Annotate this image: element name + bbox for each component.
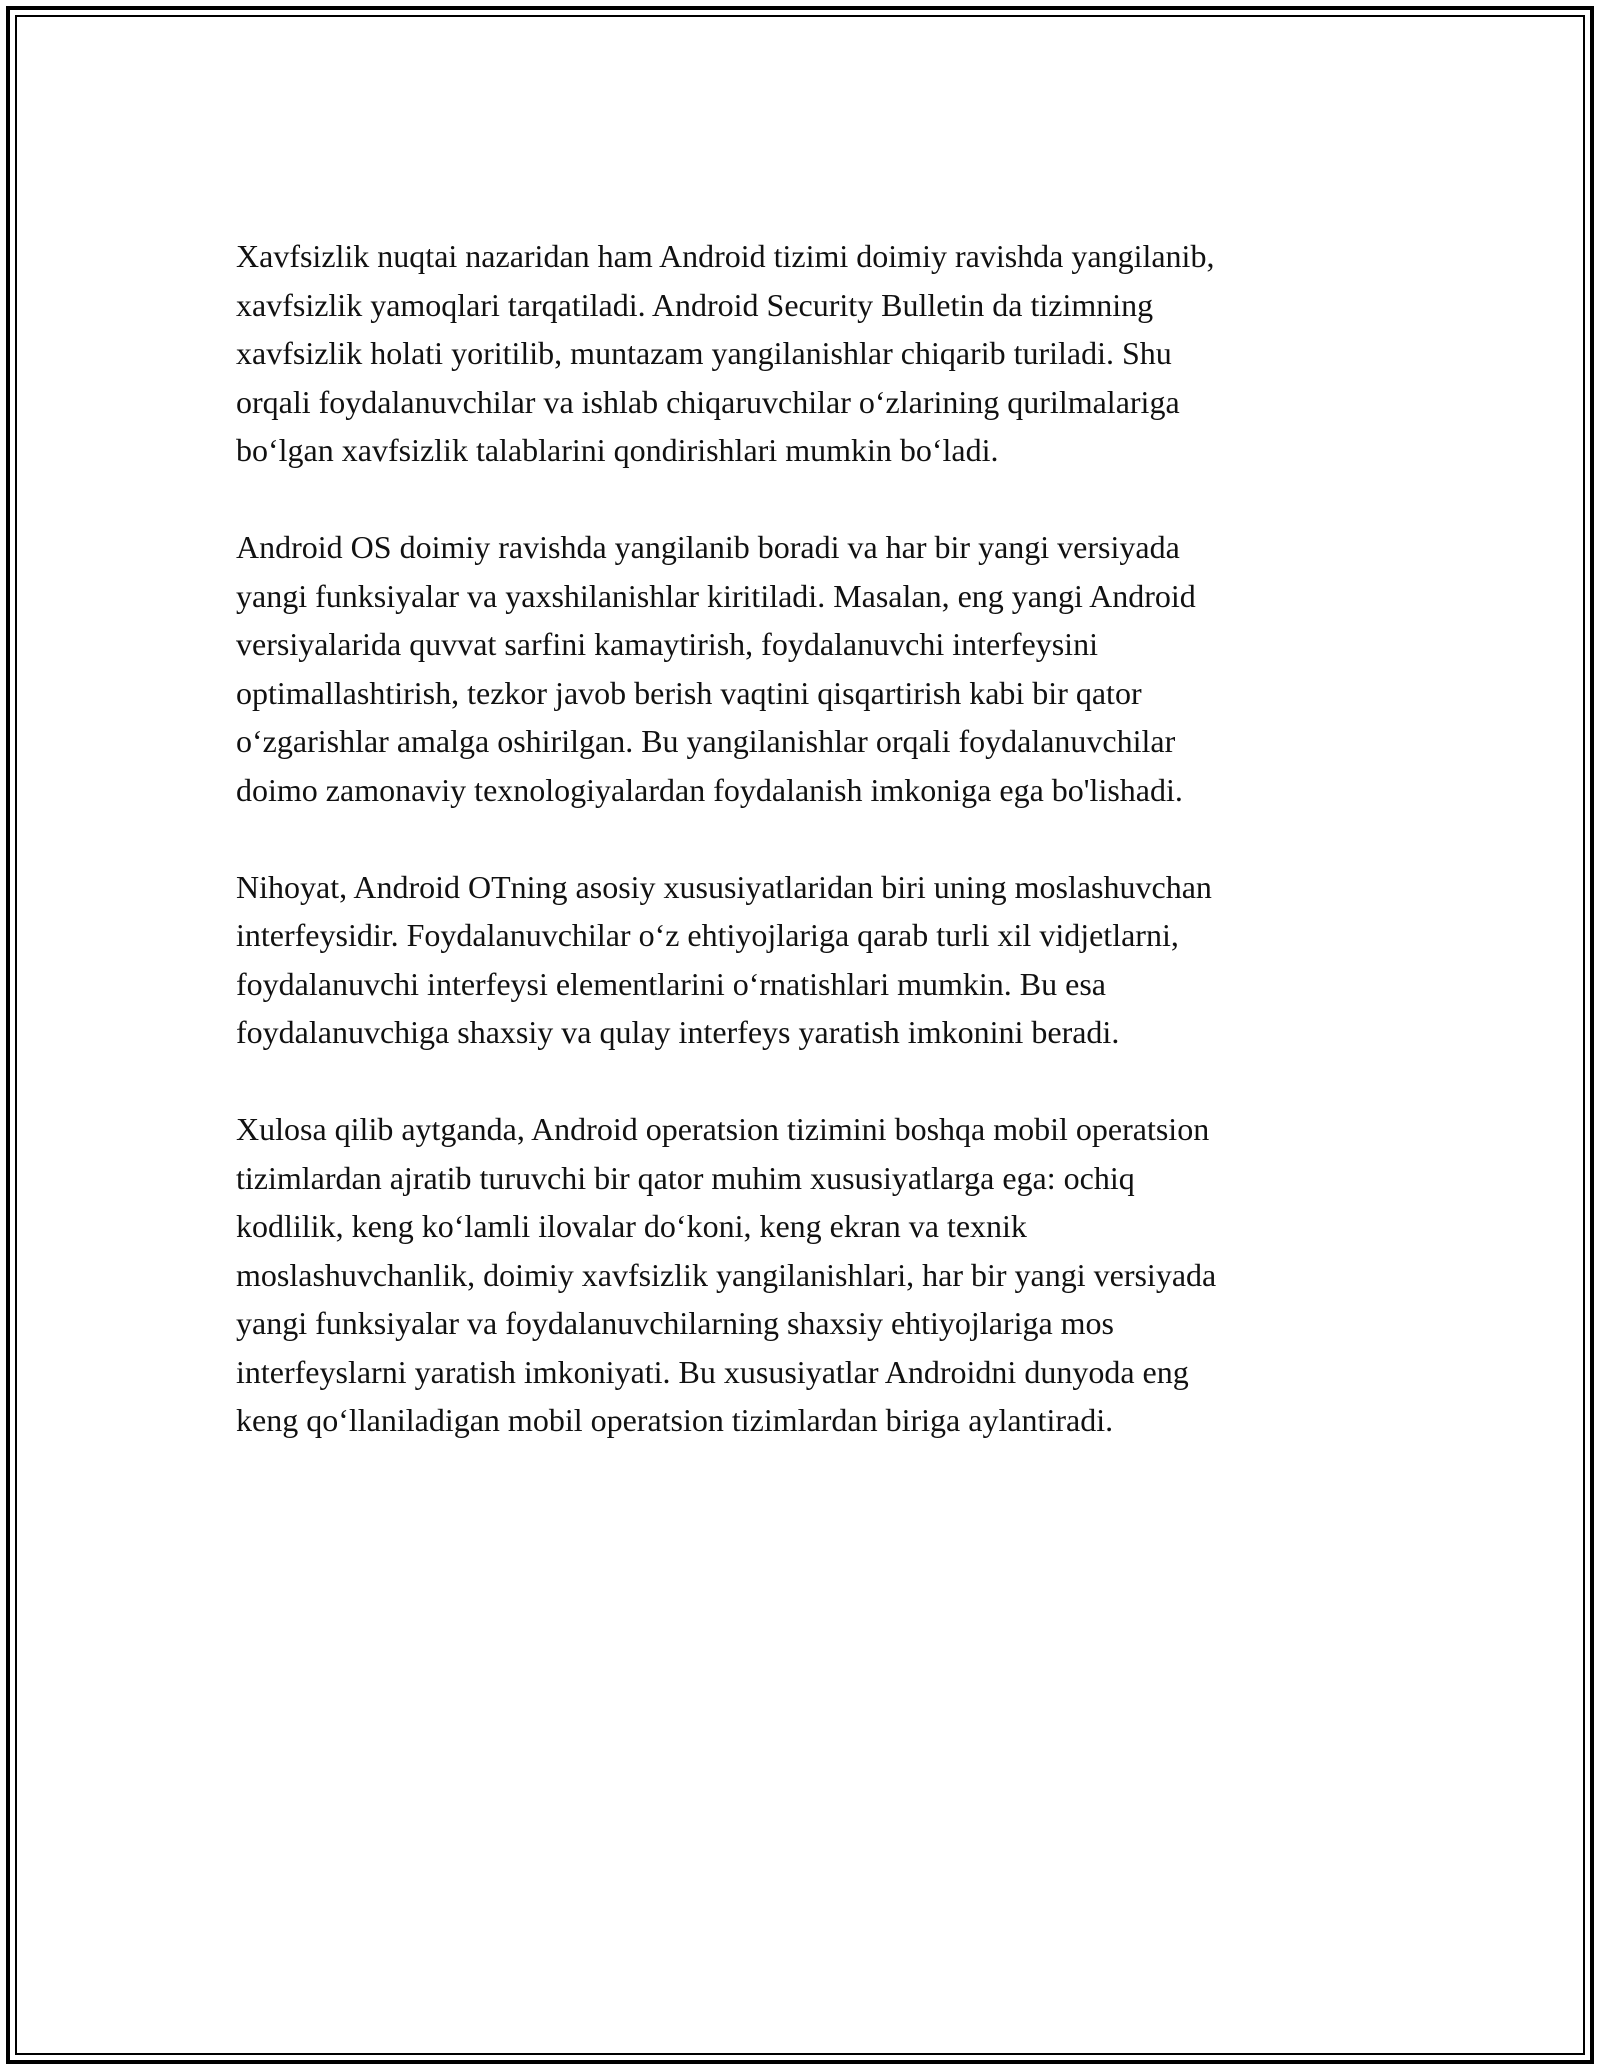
text-line: Xulosa qilib aytganda, Android operatsion tizimini boshqa mobil operatsion (236, 1111, 1210, 1147)
document-body (236, 232, 1366, 1493)
text-line: interfeysidir. Foydalanuvchilar o‘z ehtiyojlariga qarab turli xil vidjetlarni, (236, 917, 1179, 953)
text-line: Nihoyat, Android OTning asosiy xususiyatlaridan biri uning moslashuvchan (236, 868, 1212, 905)
text-line: Android OS doimiy ravishda yangilanib boradi va har bir yangi versiyada (236, 529, 1180, 565)
text-line: tizimlardan ajratib turuvchi bir qator muhim xususiyatlarga ega: ochiq (236, 1159, 1135, 1196)
text-line: bo‘lgan xavfsizlik talablarini qondirishlari mumkin bo‘ladi. (236, 432, 999, 468)
text-line: optimallashtirish, tezkor javob berish vaqtini qisqartirish kabi bir qator (236, 674, 1142, 711)
text-line: interfeyslarni yaratish imkoniyati. Bu xususiyatlar Androidni dunyoda eng (236, 1353, 1189, 1390)
text-line: moslashuvchanlik, doimiy xavfsizlik yangilanishlari, har bir yangi versiyada (236, 1256, 1217, 1293)
paragraph-interface (236, 863, 1366, 1057)
paragraph-updates (236, 523, 1366, 814)
text-line: o‘zgarishlar amalga oshirilgan. Bu yangilanishlar orqali foydalanuvchilar (236, 723, 1176, 759)
text-line: foydalanuvchi interfeysi elementlarini o‘rnatishlari mumkin. Bu esa (236, 965, 1106, 1002)
text-line: kodlilik, keng ko‘lamli ilovalar do‘koni, keng ekran va texnik (236, 1208, 1027, 1244)
text-line: yangi funksiyalar va foydalanuvchilarning shaxsiy ehtiyojlariga mos (236, 1305, 1114, 1341)
text-line: orqali foydalanuvchilar va ishlab chiqaruvchilar o‘zlarining qurilmalariga (236, 383, 1180, 420)
text-line: Xavfsizlik nuqtai nazaridan ham Android tizimi doimiy ravishda yangilanib, (236, 238, 1215, 274)
text-line: versiyalarida quvvat sarfini kamaytirish, foydalanuvchi interfeysini (236, 626, 1098, 662)
text-line: xavfsizlik holati yoritilib, muntazam yangilanishlar chiqarib turiladi. Shu (236, 335, 1172, 371)
paragraph-conclusion (236, 1105, 1366, 1445)
text-line: xavfsizlik yamoqlari tarqatiladi. Android Security Bulletin da tizimning (236, 286, 1154, 323)
text-line: keng qo‘llaniladigan mobil operatsion tizimlardan biriga aylantiradi. (236, 1402, 1114, 1438)
text-line: doimo zamonaviy texnologiyalardan foydalanish imkoniga ega bo'lishadi. (236, 771, 1183, 808)
text-line: foydalanuvchiga shaxsiy va qulay interfeys yaratish imkonini beradi. (236, 1014, 1120, 1050)
paragraph-security (236, 232, 1366, 475)
text-line: yangi funksiyalar va yaxshilanishlar kiritiladi. Masalan, eng yangi Android (236, 577, 1196, 614)
